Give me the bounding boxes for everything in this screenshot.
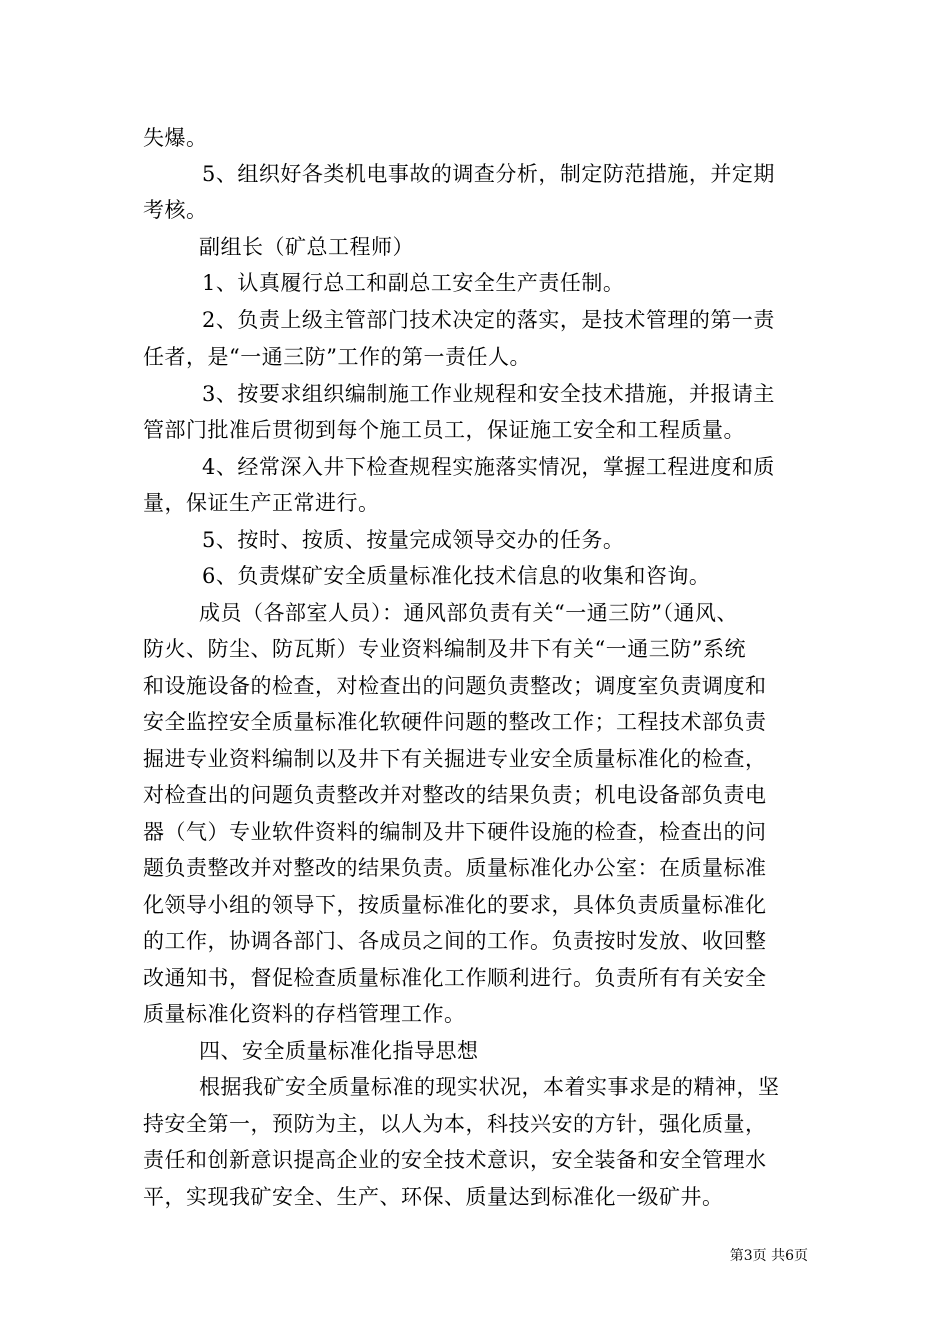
text-line: 化领导小组的领导下，按质量标准化的要求，具体负责质量标准化: [143, 893, 767, 917]
text-line: 题负责整改并对整改的结果负责。质量标准化办公室：在质量标准: [143, 856, 767, 880]
text-line: 考核。: [143, 198, 208, 222]
text-line: 器（气）专业软件资料的编制及井下硬件设施的检查，检查出的问: [143, 820, 767, 844]
text-line: 管部门批准后贯彻到每个施工员工，保证施工安全和工程质量。: [143, 418, 745, 442]
text-line: 责任和创新意识提高企业的安全技术意识，安全装备和安全管理水: [143, 1148, 767, 1172]
text-line: 掘进专业资料编制以及井下有关掘进专业安全质量标准化的检查，: [143, 747, 767, 771]
text-line: 3、按要求组织编制施工作业规程和安全技术措施，并报请主: [202, 382, 775, 406]
text-line: 的工作，协调各部门、各成员之间的工作。负责按时发放、收回整: [143, 929, 767, 953]
text-line: 5、按时、按质、按量完成领导交办的任务。: [202, 528, 625, 552]
section-heading: 副组长（矿总工程师）: [199, 235, 414, 259]
text-line: 量，保证生产正常进行。: [143, 491, 380, 515]
text-line: 质量标准化资料的存档管理工作。: [143, 1002, 466, 1026]
text-line: 2、负责上级主管部门技术决定的落实，是技术管理的第一责: [202, 308, 775, 332]
text-line: 防火、防尘、防瓦斯）专业资料编制及井下有关“一通三防”系统: [143, 637, 746, 661]
text-line: 安全监控安全质量标准化软硬件问题的整改工作；工程技术部负责: [143, 710, 767, 734]
text-line: 4、经常深入井下检查规程实施落实情况，掌握工程进度和质: [202, 455, 775, 479]
text-line: 对检查出的问题负责整改并对整改的结果负责；机电设备部负责电: [143, 783, 767, 807]
text-line: 平，实现我矿安全、生产、环保、质量达到标准化一级矿井。: [143, 1185, 724, 1209]
page-number: 第3页 共6页: [729, 1248, 808, 1264]
text-line: 持安全第一，预防为主，以人为本，科技兴安的方针，强化质量，: [143, 1112, 767, 1136]
text-line: 改通知书，督促检查质量标准化工作顺利进行。负责所有有关安全: [143, 966, 767, 990]
text-line: 成员（各部室人员）：通风部负责有关“一通三防”（通风、: [199, 601, 738, 625]
text-line: 和设施设备的检查，对检查出的问题负责整改；调度室负责调度和: [143, 674, 767, 698]
text-line: 6、负责煤矿安全质量标准化技术信息的收集和咨询。: [202, 564, 711, 588]
text-line: 1、认真履行总工和副总工安全生产责任制。: [202, 271, 625, 295]
section-heading: 四、安全质量标准化指导思想: [199, 1039, 479, 1063]
text-line: 任者，是“一通三防”工作的第一责任人。: [143, 345, 531, 369]
text-line: 5、组织好各类机电事故的调查分析，制定防范措施，并定期: [202, 162, 775, 186]
text-line: 根据我矿安全质量标准的现实状况，本着实事求是的精神，坚: [199, 1075, 780, 1099]
text-line: 失爆。: [143, 126, 208, 150]
